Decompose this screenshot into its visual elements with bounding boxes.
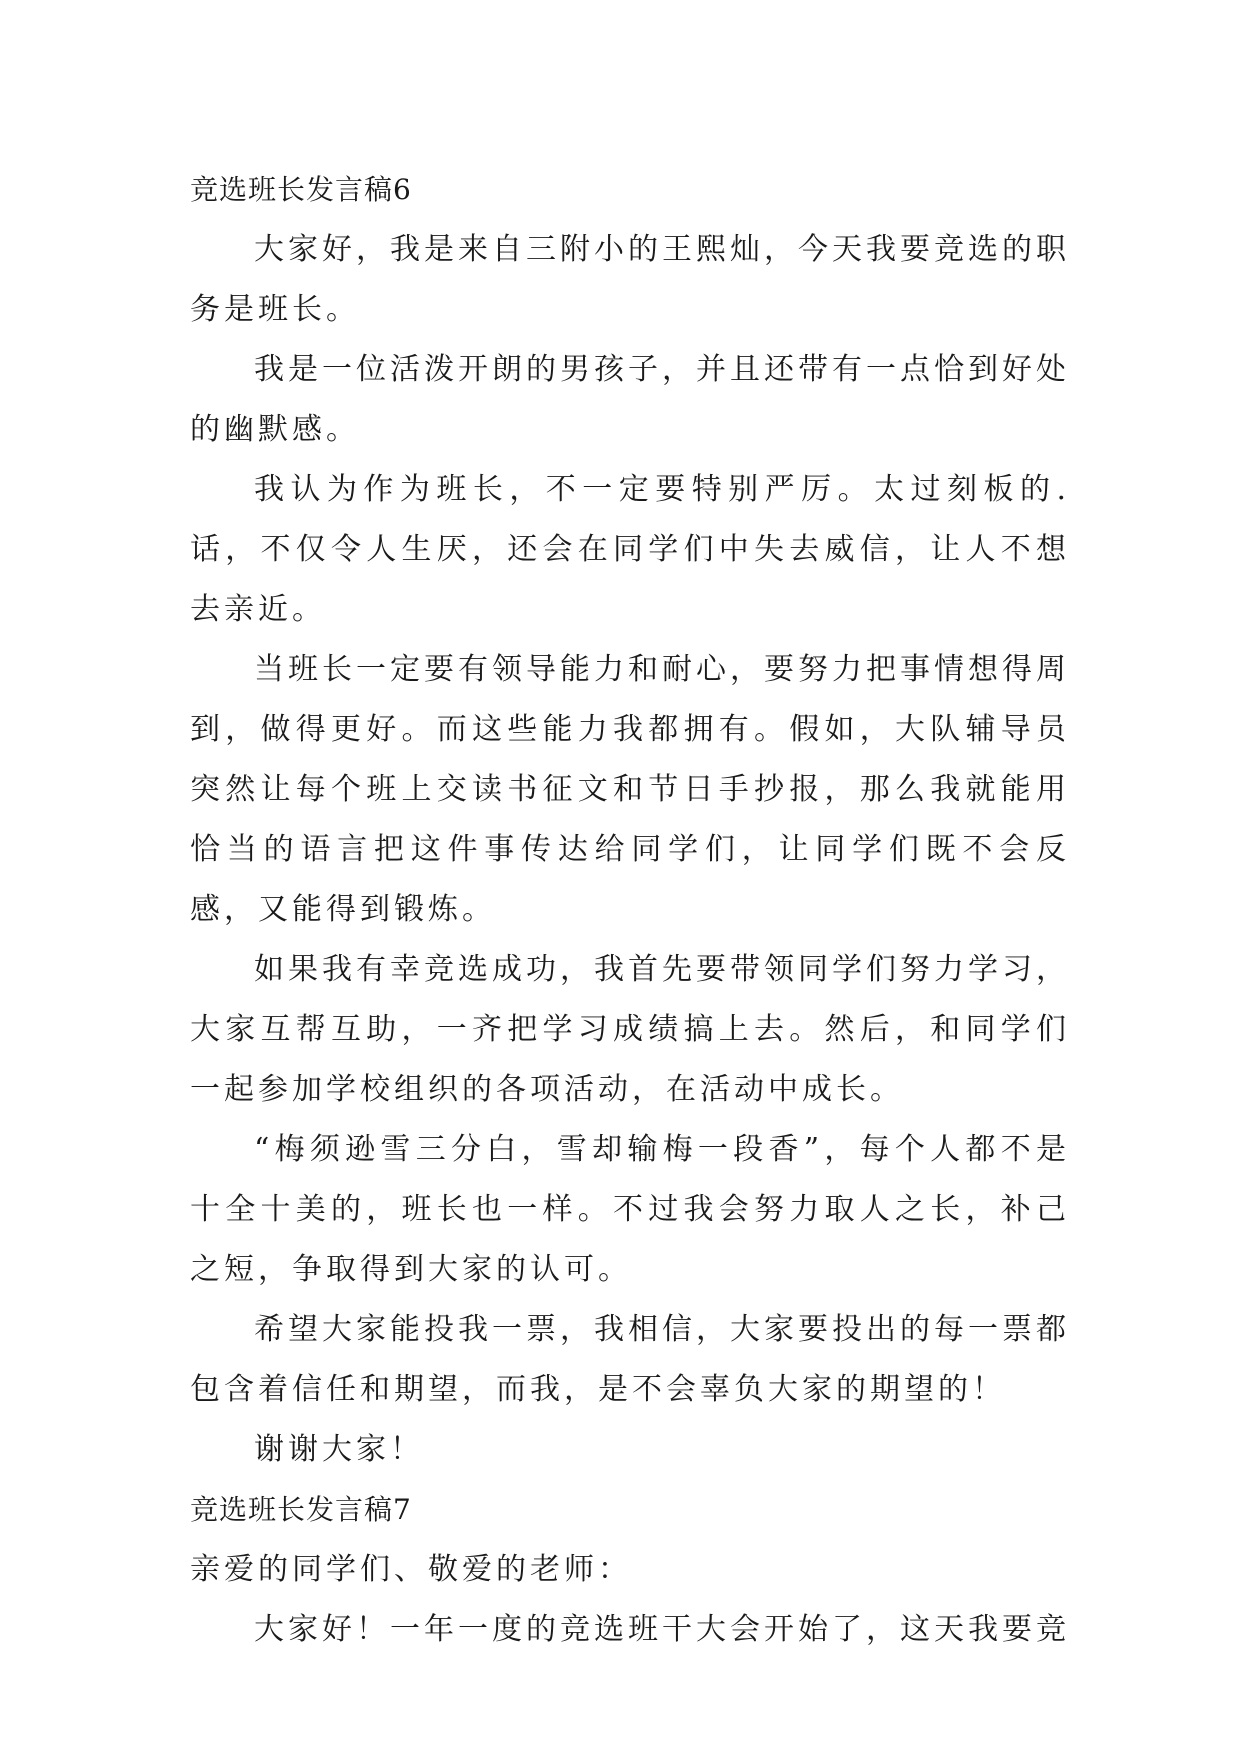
paragraph-self-intro: 我是一位活泼开朗的男孩子，并且还带有一点恰到好处的幽默感。	[190, 352, 1070, 447]
paragraph-view-on-monitor: 我认为作为班长，不一定要特别严厉。太过刻板的.话，不仅令人生厌，还会在同学们中失去威信，让人不想去亲近。	[190, 472, 1070, 627]
document-body	[190, 160, 1070, 1660]
paragraph-abilities: 当班长一定要有领导能力和耐心，要努力把事情想得周到，做得更好。而这些能力我都拥有。假如，大队辅导员突然让每个班上交读书征文和节日手抄报，那么我就能用恰当的语言把这件事传达给同学们，让同学们既不会反感，又能得到锻炼。	[190, 652, 1070, 927]
paragraph-greeting: 大家好，我是来自三附小的王熙灿，今天我要竞选的职务是班长。	[190, 232, 1070, 327]
salutation: 亲爱的同学们、敬爱的老师：	[190, 1552, 632, 1587]
heading-speech-6: 竞选班长发言稿6	[190, 173, 412, 206]
paragraph-poem-quote: “梅须逊雪三分白，雪却输梅一段香”，每个人都不是十全十美的，班长也一样。不过我会努力取人之长，补己之短，争取得到大家的认可。	[190, 1132, 1070, 1287]
paragraph-speech-7-opening: 大家好！一年一度的竞选班干大会开始了，这天我要竞	[254, 1612, 1070, 1647]
paragraph-vote-request: 希望大家能投我一票，我相信，大家要投出的每一票都包含着信任和期望，而我，是不会辜负大家的期望的！	[190, 1312, 1070, 1407]
paragraph-thanks: 谢谢大家！	[254, 1432, 424, 1467]
heading-speech-7: 竞选班长发言稿7	[190, 1493, 412, 1526]
paragraph-plan: 如果我有幸竞选成功，我首先要带领同学们努力学习，大家互帮互助，一齐把学习成绩搞上去。然后，和同学们一起参加学校组织的各项活动，在活动中成长。	[190, 952, 1070, 1107]
